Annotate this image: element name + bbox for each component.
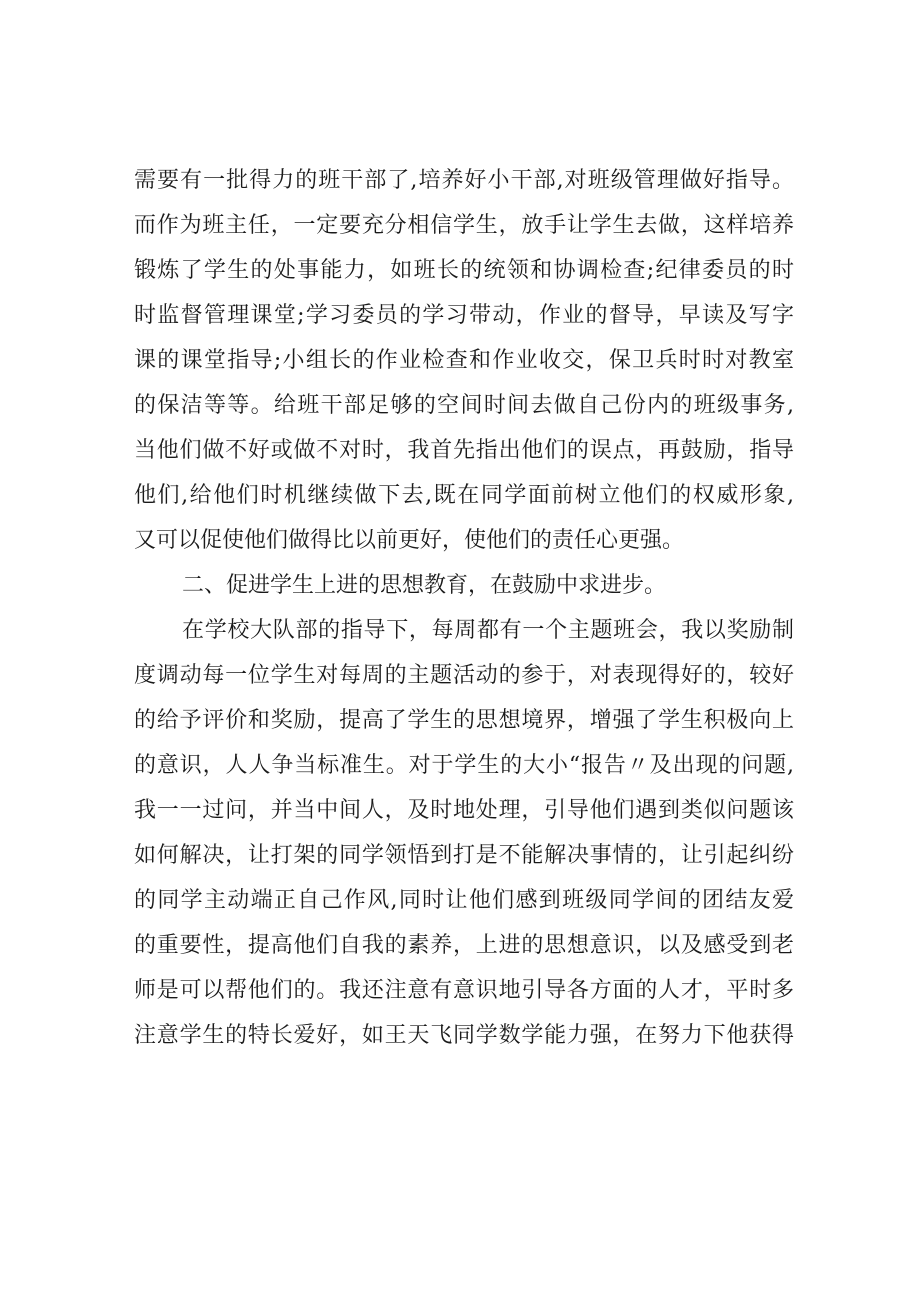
text-line: 的同学主动端正自己作风,同时让他们感到班级同学间的团结友爱 xyxy=(134,888,794,913)
text-line: 度调动每一位学生对每周的主题活动的参于，对表现得好的，较好 xyxy=(134,663,794,688)
paragraph-class-cadres xyxy=(134,158,794,563)
document-body xyxy=(134,158,794,1058)
text-line: 如何解决，让打架的同学领悟到打是不能解决事情的，让引起纠纷 xyxy=(134,843,794,868)
text-line: 而作为班主任，一定要充分相信学生，放手让学生去做，这样培养 xyxy=(134,213,794,238)
text-line: 师是可以帮他们的。我还注意有意识地引导各方面的人才，平时多 xyxy=(134,978,794,1003)
text-line: 他们,给他们时机继续做下去,既在同学面前树立他们的权威形象, xyxy=(134,483,794,508)
text-line: 注意学生的特长爱好，如王天飞同学数学能力强，在努力下他获得 xyxy=(134,1023,794,1048)
text-line: 又可以促使他们做得比以前更好，使他们的责任心更强。 xyxy=(134,528,685,553)
text-line: 在学校大队部的指导下，每周都有一个主题班会，我以奖励制 xyxy=(182,618,794,643)
text-line: 的重要性，提高他们自我的素养，上进的思想意识，以及感受到老 xyxy=(134,933,794,958)
text-line: 的保洁等等。给班干部足够的空间时间去做自己份内的班级事务, xyxy=(134,393,794,418)
text-line: 的意识，人人争当标准生。对于学生的大小“报告〃及出现的问题, xyxy=(134,753,794,778)
text-line: 我一一过问，并当中间人，及时地处理，引导他们遇到类似问题该 xyxy=(134,798,794,823)
text-line: 当他们做不好或做不对时，我首先指出他们的误点，再鼓励，指导 xyxy=(134,438,794,463)
text-line: 课的课堂指导;小组长的作业检查和作业收交，保卫兵时时对教室 xyxy=(134,348,794,373)
text-line: 的给予评价和奖励，提高了学生的思想境界，增强了学生积极向上 xyxy=(134,708,794,733)
section-heading-line: 二、促进学生上进的思想教育，在鼓励中求进步。 xyxy=(182,573,667,598)
paragraph-ideological-education xyxy=(134,608,794,1058)
text-line: 锻炼了学生的处事能力，如班长的统领和协调检查;纪律委员的时 xyxy=(134,258,794,283)
text-line: 需要有一批得力的班干部了,培养好小干部,对班级管理做好指导。 xyxy=(134,168,794,193)
text-line: 时监督管理课堂;学习委员的学习带动，作业的督导，早读及写字 xyxy=(134,303,794,328)
section-heading-2 xyxy=(134,563,794,608)
